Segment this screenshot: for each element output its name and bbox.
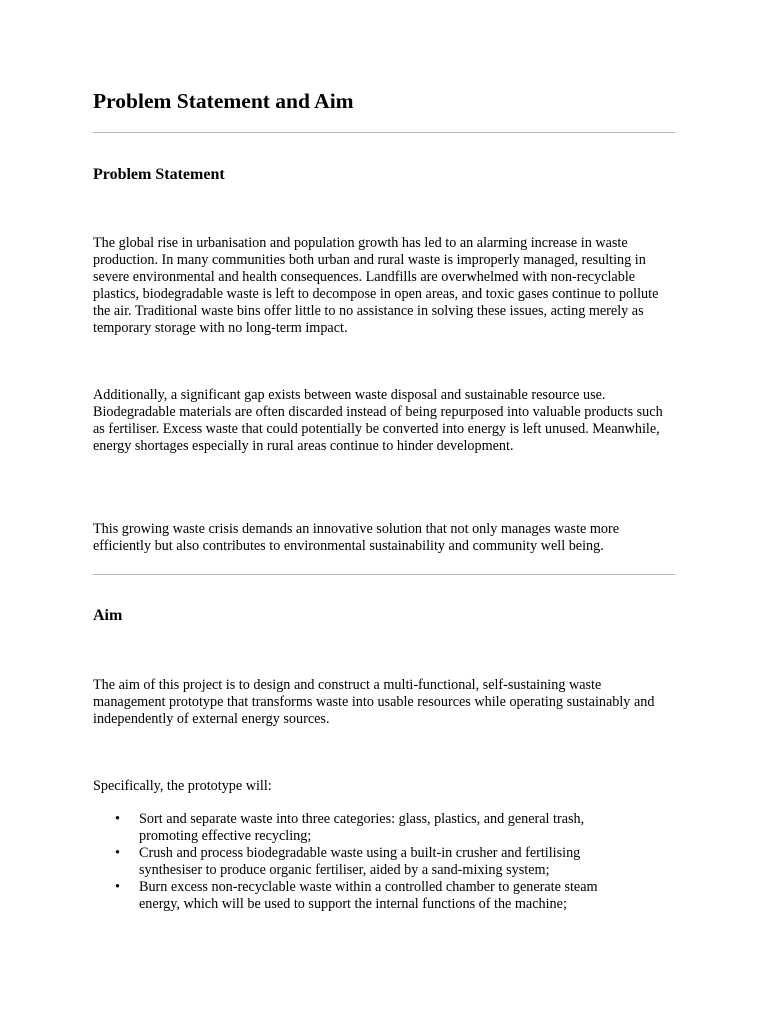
aim-paragraph-2: Specifically, the prototype will: xyxy=(93,778,272,794)
divider-top xyxy=(93,132,675,133)
problem-statement-heading: Problem Statement xyxy=(93,166,225,183)
bullet-icon: • xyxy=(115,811,120,827)
bullet-text: Crush and process biodegradable waste using a built-in crusher and fertilising synthesiser to produce organic fertiliser, aided by a sand-mixing system; xyxy=(139,844,581,878)
divider-middle xyxy=(93,574,675,575)
problem-paragraph-3: This growing waste crisis demands an innovative solution that not only manages waste more efficiently but also contributes to environmental sustainability and community well being. xyxy=(93,521,620,554)
bullet-text: Sort and separate waste into three categories: glass, plastics, and general trash, promoting effective recycling; xyxy=(139,811,585,844)
bullet-icon: • xyxy=(115,878,120,895)
bullet-icon: • xyxy=(115,844,120,861)
problem-paragraph-2: Additionally, a significant gap exists between waste disposal and sustainable resource use. Biodegradable materials are often discarded instead of being repurposed into valuable products such as fertiliser. Excess waste that could potentially be converted into energy is left unused. Meanwhile, energy shortages especially in rural areas continue to hinder development. xyxy=(93,387,663,454)
document-title: Problem Statement and Aim xyxy=(93,89,354,113)
aim-paragraph-1: The aim of this project is to design and construct a multi-functional, self-sustaining waste management prototype that transforms waste into usable resources while operating sustainably and independently of external energy sources. xyxy=(93,677,655,727)
list-item xyxy=(93,879,639,913)
aim-heading: Aim xyxy=(93,607,123,624)
bullet-text: Burn excess non-recyclable waste within a controlled chamber to generate steam energy, which will be used to support the internal functions of the machine; xyxy=(139,878,598,912)
problem-paragraph-1: The global rise in urbanisation and population growth has led to an alarming increase in waste production. In many communities both urban and rural waste is improperly managed, resulting in severe environmental and health consequences. Landfills are overwhelmed with non-recyclable plastics, biodegradable waste is left to decompose in open areas, and toxic gases continue to pollute the air. Traditional waste bins offer little to no assistance in solving these issues, acting merely as temporary storage with no long-term impact. xyxy=(93,235,659,336)
list-item xyxy=(93,845,639,879)
prototype-bullet-list xyxy=(93,811,675,912)
list-item xyxy=(93,811,639,845)
